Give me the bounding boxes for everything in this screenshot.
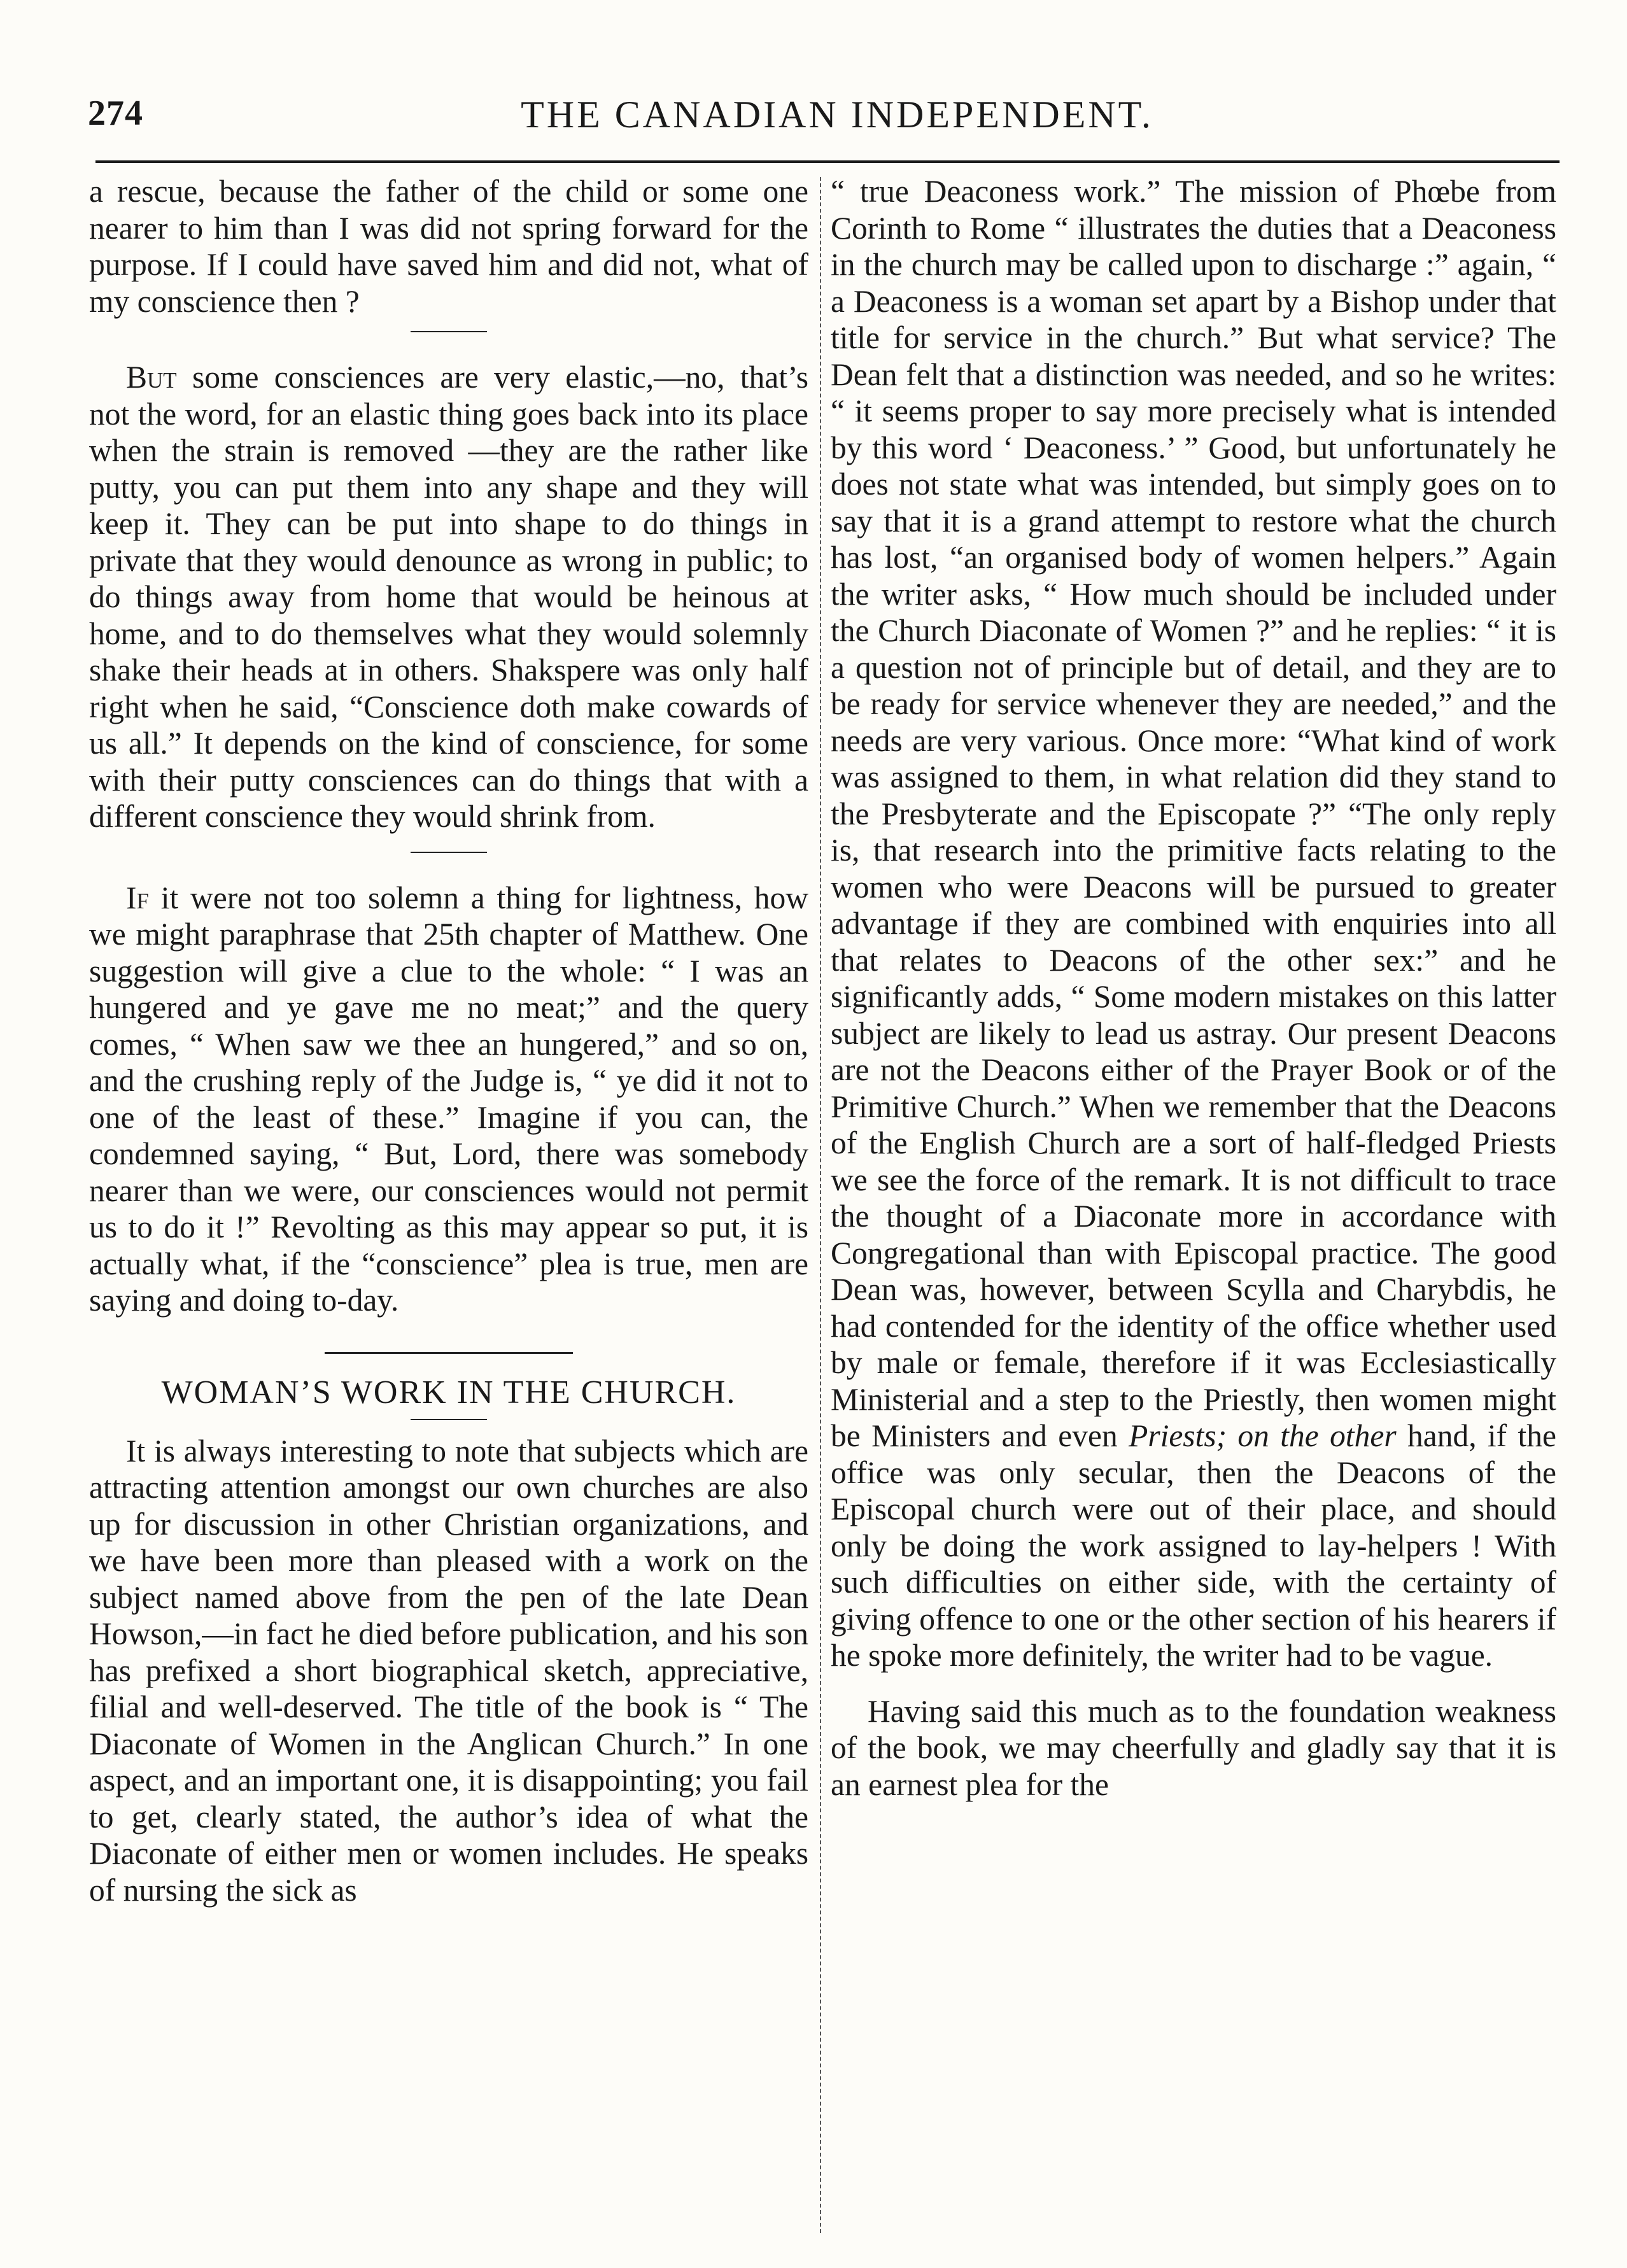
section-heading: WOMAN’S WORK IN THE CHURCH. bbox=[161, 1374, 736, 1411]
paragraph-text: it were not too solemn a thing for lightness, how we might paraphrase that 25th chapter of Matthew. One suggestion will give a clue to the whole: “ I was an hungered and ye gave me no meat;” and the query comes, “ When saw we thee an hungered,” and so on, and the crushing reply of the Judge is, “ ye did it not to one of the least of these.” Imagine if you can, the condemned saying, “ But, Lord, there was somebody nearer than we were, our consciences would not permit us to do it !” Revolting as this may appear so put, it is actually what, if the “conscience” plea is true, men are saying and doing to-day. bbox=[89, 880, 808, 1318]
right-column bbox=[831, 173, 1556, 2236]
heading-separator bbox=[411, 1419, 487, 1420]
page-number: 274 bbox=[88, 94, 143, 133]
section-separator bbox=[411, 852, 487, 853]
italic-text: Priests; on the other bbox=[1129, 1418, 1397, 1453]
paragraph-text: hand, if the office was only secular, then the Deacons of the Episcopal church were out of their place, and should only be doing the work assigned to lay-helpers ! With such difficulties on either side, with the certainty of giving offence to one or the other section of his hearers if he spoke more definitely, the writer had to be vague. bbox=[831, 1418, 1556, 1673]
left-paragraph-3 bbox=[89, 880, 808, 1319]
lead-word: But bbox=[126, 360, 177, 395]
lead-word: If bbox=[126, 880, 149, 915]
left-paragraph-1: a rescue, because the father of the child or some one nearer to him than I was did not spring forward for the purpose. If I could have saved him and did not, what of my conscience then ? bbox=[89, 174, 808, 319]
right-paragraph-2: Having said this much as to the foundation weakness of the book, we may cheerfully and gladly say that it is an earnest plea for the bbox=[831, 1693, 1556, 1802]
left-paragraph-2 bbox=[89, 359, 808, 835]
heading-rule bbox=[325, 1352, 573, 1354]
header-rule bbox=[95, 160, 1560, 163]
column-divider bbox=[820, 177, 821, 2233]
left-column bbox=[89, 173, 808, 2236]
page-header bbox=[70, 81, 1566, 145]
left-paragraph-4: It is always interesting to note that subjects which are attracting attention amongst our own churches are also up for discussion in other Christian organizations, and we have been more than pleased with a work on the subject named above from the pen of the late Dean Howson,—in fact he died before publication, and his son has prefixed a short biographical sketch, appreciative, filial and well-deserved. The title of the book is “ The Diaconate of Women in the Anglican Church.” In one aspect, and an important one, it is disappointing; you fail to get, clearly stated, the author’s idea of what the Diaconate of either men or women includes. He speaks of nursing the sick as bbox=[89, 1433, 808, 1908]
journal-title: THE CANADIAN INDEPENDENT. bbox=[521, 94, 1153, 136]
paragraph-text: some consciences are very elastic,—no, that’s not the word, for an elastic thing goes back into its place when the strain is removed —they are the rather like putty, you can put them into any shape and they will keep it. They can be put into shape to do things in private that they would denounce as wrong in public; to do things away from home that would be heinous at home, and to do themselves what they would solemnly shake their heads at in others. Shakspere was only half right when he said, “Conscience doth make cowards of us all.” It depends on the kind of conscience, for some with their putty consciences can do things that with a different conscience they would shrink from. bbox=[89, 360, 808, 834]
paragraph-text: “ true Deaconess work.” The mission of Phœbe from Corinth to Rome “ illustrates the duties that a Deaconess in the church may be called upon to discharge :” again, “ a Deaconess is a woman set apart by a Bishop under that title for service in the church.” But what service? The Dean felt that a distinction was needed, and so he writes: “ it seems proper to say more precisely what is intended by this word ‘ Deaconess.’ ” Good, but unfortunately he does not state what was intended, but simply goes on to say that it is a grand attempt to restore what the church has lost, “an organised body of women helpers.” Again the writer asks, “ How much should be included under the Church Diaconate of Women ?” and he replies: “ it is a question not of principle but of detail, and they are to be ready for service whenever they are needed,” and the needs are very various. Once more: “What kind of work was assigned to them, in what relation did they stand to the Presbyterate and the Episcopate ?” “The only reply is, that research into the primitive facts relating to the women who were Deacons will be pursued to greater advantage if they are combined with enquiries into all that relates to Deacons of the other sex:” and he significantly adds, “ Some modern mistakes on this latter subject are likely to lead us astray. Our present Deacons are not the Deacons either of the Prayer Book or of the Primitive Church.” When we remember that the Deacons of the English Church are a sort of half-fledged Priests we see the force of the remark. It is not difficult to trace the thought of a Diaconate more in accordance with Congregational than with Episcopal practice. The good Dean was, however, between Scylla and Charybdis, he had contended for the identity of the office whether used by male or female, therefore if it was Ecclesiastically Ministerial and a step to the Priestly, then women might be Ministers and even bbox=[831, 174, 1556, 1453]
section-separator bbox=[411, 331, 487, 332]
right-paragraph-1 bbox=[831, 173, 1556, 1674]
